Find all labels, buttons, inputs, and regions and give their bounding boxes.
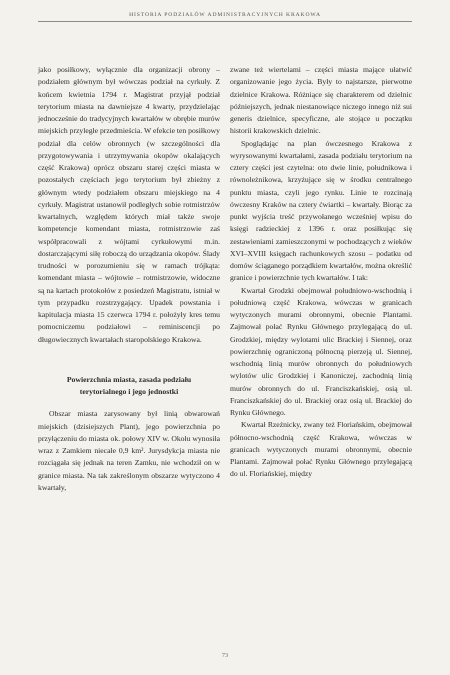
body-paragraph: Kwartał Grodzki obejmował południowo-wschodnią i południową część Krakowa, wówczas w granicach wytyczonych murami obronnymi, obecnie Plantami. Zajmował połać Rynku Głównego przylegającą do ul. Grodzkiej, między wylotami ulic Brackiej i Siennej, oraz powierzchnię ograniczoną północną pierzeją ul. Siennej, wschodnią linią murów obronnych do południowych wylotów ulic Grodzkiej i Kanoniczej, zachodnią linią murów obronnych do ul. Franciszkańskiej, osią ul. Franciszkańskiej do ul. Brackiej oraz osią ul. Brackiej do Rynku Głównego. <box>230 285 412 417</box>
body-paragraph: Kwartał Rzeźnicky, zwany też Floriańskim, obejmował północno-wschodnią część Krakowa, wówczas w granicach wytyczonych murami obronnymi, obecnie Plantami. Zajmował połać Rynku Głównego przylegającą do ul. Floriańskiej, między <box>230 420 412 479</box>
body-paragraph: Spoglądając na plan ówczesnego Krakowa z wyrysowanymi kwartałami, zasada podziału terytorium na cztery części jest czytelna: oto dwie linie, południkowa i równoleżnikowa, krzyżujące się w środku centralnego punktu miasta, czyli jego rynku. Linie te rozcinają ówczesny Kraków na cztery ćwiartki – kwartały. Biorąc za punkt wyjścia treść przywołanego wcześniej wpisu do księgi radzieckiej z 1396 r. oraz posiłkując się zestawieniami zamieszczonymi w pochodzących z wieków XVI–XVIII księgach rachunkowych szosu – podatku od domów ściąganego porządkiem kwartałów, można określić granice i powierzchnie tych kwartałów. I tak: <box>230 138 412 283</box>
section-heading <box>38 374 220 399</box>
header-rule <box>38 21 412 22</box>
left-column <box>38 64 220 494</box>
section-heading-line-2: terytorialnego i jego jednostki <box>79 387 179 397</box>
section-spacer <box>38 398 220 408</box>
body-paragraph: jako posiłkowy, wyłącznie dla organizacji obrony – podziałem głównym był wówczas podział na cyrkuły. Z końcem kwietnia 1794 r. Magistrat przyjął podział terytorium miasta na dawniejsze 4 kwarty, przydzielając jednocześnie do tradycyjnych kwartałów w obrębie murów miejskich przyległe przedmieścia. W efekcie ten posiłkowy podział dla celów obronnych (w szczególności dla przygotowywania i utrzymywania okopów okalających część Krakowa) oprócz obszaru starej części miasta w pozostałych częściach jego terytorium był zbieżny z głównym wtedy podziałem obszaru miejskiego na 4 cyrkuły. Magistrat ustanowił podległych sobie rotmistrzów kwartalnych, względem których miał także swoje kompetencje komendant miasta, rotmistrzowie zaś współpracowali z wójtami cyrkułowymi m.in. dostarczającymi siłę roboczą do urządzania okopów. Ślady trudności w porozumieniu się w ramach trójkąta: komendant miasta – wójtowie – rotmistrzowie, widoczne są na kartach protokołów z posiedzeń Magistratu, istniał w tym przypadku rozstrzygający. Upadek powstania i kapitulacja miasta 15 czerwca 1794 r. położyły kres temu pomocniczemu podziałowi – reminiscencji po długowiecznych kwartałach staropolskiego Krakowa. <box>38 65 220 344</box>
page-number: 73 <box>221 652 229 659</box>
right-column <box>230 64 412 481</box>
section-spacer <box>38 346 220 374</box>
body-paragraph: zwane też wiertelami – części miasta mające ułatwić organizowanie jego życia. Były to najstarsze, pierwotne dzielnice Krakowa. Różniące się charakterem od dzielnic późniejszych, jednak niestanowiące niczego innego niż sui generis dzielnice, specyficzne, ale stojące u początku historii krakowskich dzielnic. <box>230 65 412 136</box>
body-paragraph: Obszar miasta zarysowany był linią obwarowań miejskich (dzisiejszych Plant), jego powierzchnia po przyłączeniu do miasta ok. połowy XIV w. Okołu wynosiła wraz z Zamkiem niecałe 0,9 km². Jurysdykcja miasta nie rozciągała się jednak na teren Zamku, nie wchodził on w granice miasta. Na tak zakreślonym obszarze wytyczono 4 kwartały, <box>38 409 220 492</box>
running-header: HISTORIA PODZIAŁÓW ADMINISTRACYJNYCH KRAKOWA <box>129 12 321 18</box>
section-heading-line-1: Powierzchnia miasta, zasada podziału <box>66 374 192 384</box>
